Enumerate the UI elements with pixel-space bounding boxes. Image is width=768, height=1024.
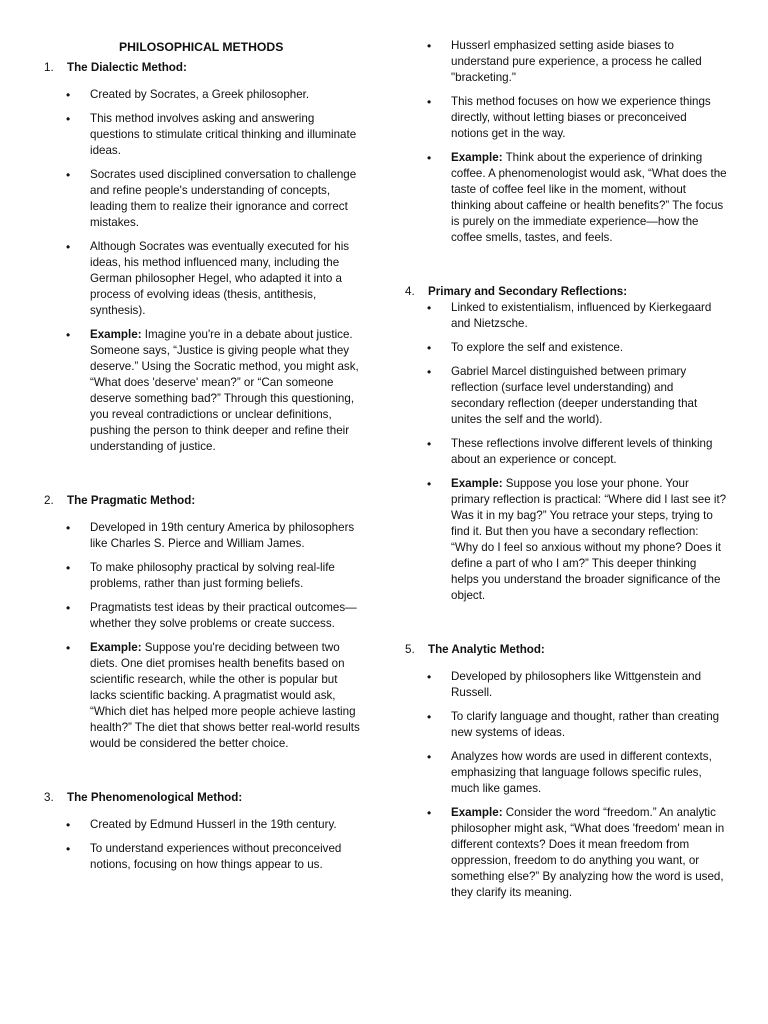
page-title: PHILOSOPHICAL METHODS (119, 40, 284, 54)
section-dialectic (44, 60, 366, 455)
bullet-icon: • (427, 806, 432, 820)
section-phenomenological (44, 790, 366, 873)
section-title: The Dialectic Method: (67, 61, 187, 74)
example-text: Suppose you lose your phone. Your primary reflection is practical: “Where did I last see it? Was it in my bag?” You retrace your steps, trying to find it. But then you have a secondary reflection: “Why do I feel so anxious without my phone? Does it define a part of who I am?” This deeper thinking helps you understand the broader significance of the object. (451, 477, 727, 602)
bullet-text: Created by Edmund Husserl in the 19th century. (90, 818, 337, 831)
section-number: 1. (44, 61, 54, 74)
bullet-text: Linked to existentialism, influenced by Kierkegaard and Nietzsche. (451, 301, 712, 330)
bullet-text: These reflections involve different levels of thinking about an experience or concept. (451, 437, 713, 466)
bullet-list (44, 87, 366, 455)
bullet-text: To clarify language and thought, rather than creating new systems of ideas. (451, 710, 720, 739)
list-item (405, 709, 727, 741)
bullet-text: Husserl emphasized setting aside biases to understand pure experience, a process he called "bracketing." (451, 39, 702, 84)
list-item (405, 340, 727, 356)
bullet-icon: • (427, 341, 432, 355)
bullet-icon: • (427, 39, 432, 53)
section-pragmatic (44, 493, 366, 752)
list-item (405, 436, 727, 468)
section-heading (405, 284, 727, 300)
list-item (44, 87, 366, 103)
bullet-icon: • (66, 168, 71, 182)
bullet-icon: • (66, 240, 71, 254)
bullet-icon: • (427, 437, 432, 451)
bullet-icon: • (66, 88, 71, 102)
bullet-text: Analyzes how words are used in different contexts, emphasizing that language follows specific rules, much like games. (451, 750, 712, 795)
bullet-list-continued (405, 38, 727, 246)
list-item (405, 749, 727, 797)
bullet-icon: • (427, 670, 432, 684)
example-text: Think about the experience of drinking coffee. A phenomenologist would ask, “What does the taste of coffee feel like in the moment, without thinking about caffeine or health benefits?” The focus is purely on the immediate experience—how the coffee smells, tastes, and feels. (451, 151, 727, 244)
bullet-icon: • (427, 95, 432, 109)
bullet-icon: • (427, 710, 432, 724)
bullet-text: Created by Socrates, a Greek philosopher. (90, 88, 310, 101)
list-item (405, 364, 727, 428)
bullet-text: To explore the self and existence. (451, 341, 624, 354)
section-title: The Analytic Method: (428, 643, 545, 656)
section-number: 4. (405, 285, 415, 298)
bullet-text: Socrates used disciplined conversation to challenge and refine people's understanding of concepts, leading them to realize their ignorance and correct mistakes. (90, 168, 357, 229)
list-item (44, 167, 366, 231)
example-label: Example: (451, 151, 503, 164)
list-item (44, 600, 366, 632)
bullet-text: Developed in 19th century America by philosophers like Charles S. Pierce and William James. (90, 521, 355, 550)
section-analytic (405, 642, 727, 901)
example-item (44, 327, 366, 455)
section-heading (44, 493, 366, 509)
bullet-list (405, 300, 727, 604)
section-title: The Pragmatic Method: (67, 494, 196, 507)
section-title: The Phenomenological Method: (67, 791, 243, 804)
right-column (405, 38, 727, 909)
bullet-icon: • (66, 561, 71, 575)
bullet-text: Developed by philosophers like Wittgenstein and Russell. (451, 670, 702, 699)
list-item (405, 300, 727, 332)
example-item (405, 476, 727, 604)
bullet-text: This method involves asking and answering questions to stimulate critical thinking and illuminate ideas. (90, 112, 357, 157)
bullet-text: This method focuses on how we experience things directly, without letting biases or preconceived notions get in the way. (451, 95, 711, 140)
bullet-list (405, 669, 727, 901)
example-item (405, 805, 727, 901)
example-label: Example: (451, 806, 503, 819)
bullet-list (44, 520, 366, 752)
bullet-text: Pragmatists test ideas by their practical outcomes—whether they solve problems or create success. (90, 601, 357, 630)
section-reflections (405, 284, 727, 604)
example-label: Example: (90, 328, 142, 341)
bullet-text: To make philosophy practical by solving real-life problems, rather than just forming beliefs. (90, 561, 335, 590)
left-column (44, 38, 366, 881)
bullet-icon: • (66, 601, 71, 615)
bullet-icon: • (427, 151, 432, 165)
bullet-icon: • (427, 301, 432, 315)
example-item (405, 150, 727, 246)
list-item (44, 520, 366, 552)
bullet-icon: • (427, 365, 432, 379)
list-item (44, 817, 366, 833)
list-item (44, 841, 366, 873)
section-number: 2. (44, 494, 54, 507)
bullet-icon: • (66, 818, 71, 832)
bullet-text: Gabriel Marcel distinguished between primary reflection (surface level understanding) and secondary reflection (deeper understanding that unites the self and the world). (451, 365, 698, 426)
section-heading (44, 60, 366, 76)
example-label: Example: (451, 477, 503, 490)
bullet-icon: • (427, 750, 432, 764)
bullet-text: Although Socrates was eventually executed for his ideas, his method influenced many, including the German philosopher Hegel, who adapted it into a process of evolving ideas (thesis, antithesis, synthesis). (90, 240, 350, 317)
bullet-icon: • (66, 842, 71, 856)
bullet-icon: • (427, 477, 432, 491)
section-heading (44, 790, 366, 806)
list-item (44, 111, 366, 159)
section-number: 5. (405, 643, 415, 656)
list-item (405, 669, 727, 701)
section-heading (405, 642, 727, 658)
example-label: Example: (90, 641, 142, 654)
example-text: Imagine you're in a debate about justice. Someone says, “Justice is giving people what they deserve.” Using the Socratic method, you might ask, “What does 'deserve' mean?” or “Can someone deserve something bad?” Through this questioning, you reveal contradictions or unclear definitions, pushing the person to think deeper and refine their understanding of justice. (90, 328, 359, 453)
section-number: 3. (44, 791, 54, 804)
bullet-icon: • (66, 641, 71, 655)
example-text: Consider the word “freedom.” An analytic philosopher might ask, “What does 'freedom' mean in different contexts? Does it mean freedom from oppression, freedom to do anything you want, or something else?” By analyzing how the word is used, they clarify its meaning. (451, 806, 725, 899)
list-item (405, 38, 727, 86)
bullet-list (44, 817, 366, 873)
list-item (44, 560, 366, 592)
list-item (44, 239, 366, 319)
bullet-icon: • (66, 112, 71, 126)
bullet-text: To understand experiences without preconceived notions, focusing on how things appear to us. (90, 842, 342, 871)
example-text: Suppose you're deciding between two diets. One diet promises health benefits based on scientific research, while the other is popular but lacks scientific backing. A pragmatist would ask, “Which diet has helped more people achieve lasting health?” The diet that shows better real-world results would be considered the better choice. (90, 641, 360, 750)
bullet-icon: • (66, 328, 71, 342)
list-item (405, 94, 727, 142)
section-title: Primary and Secondary Reflections: (428, 285, 628, 298)
bullet-icon: • (66, 521, 71, 535)
example-item (44, 640, 366, 752)
